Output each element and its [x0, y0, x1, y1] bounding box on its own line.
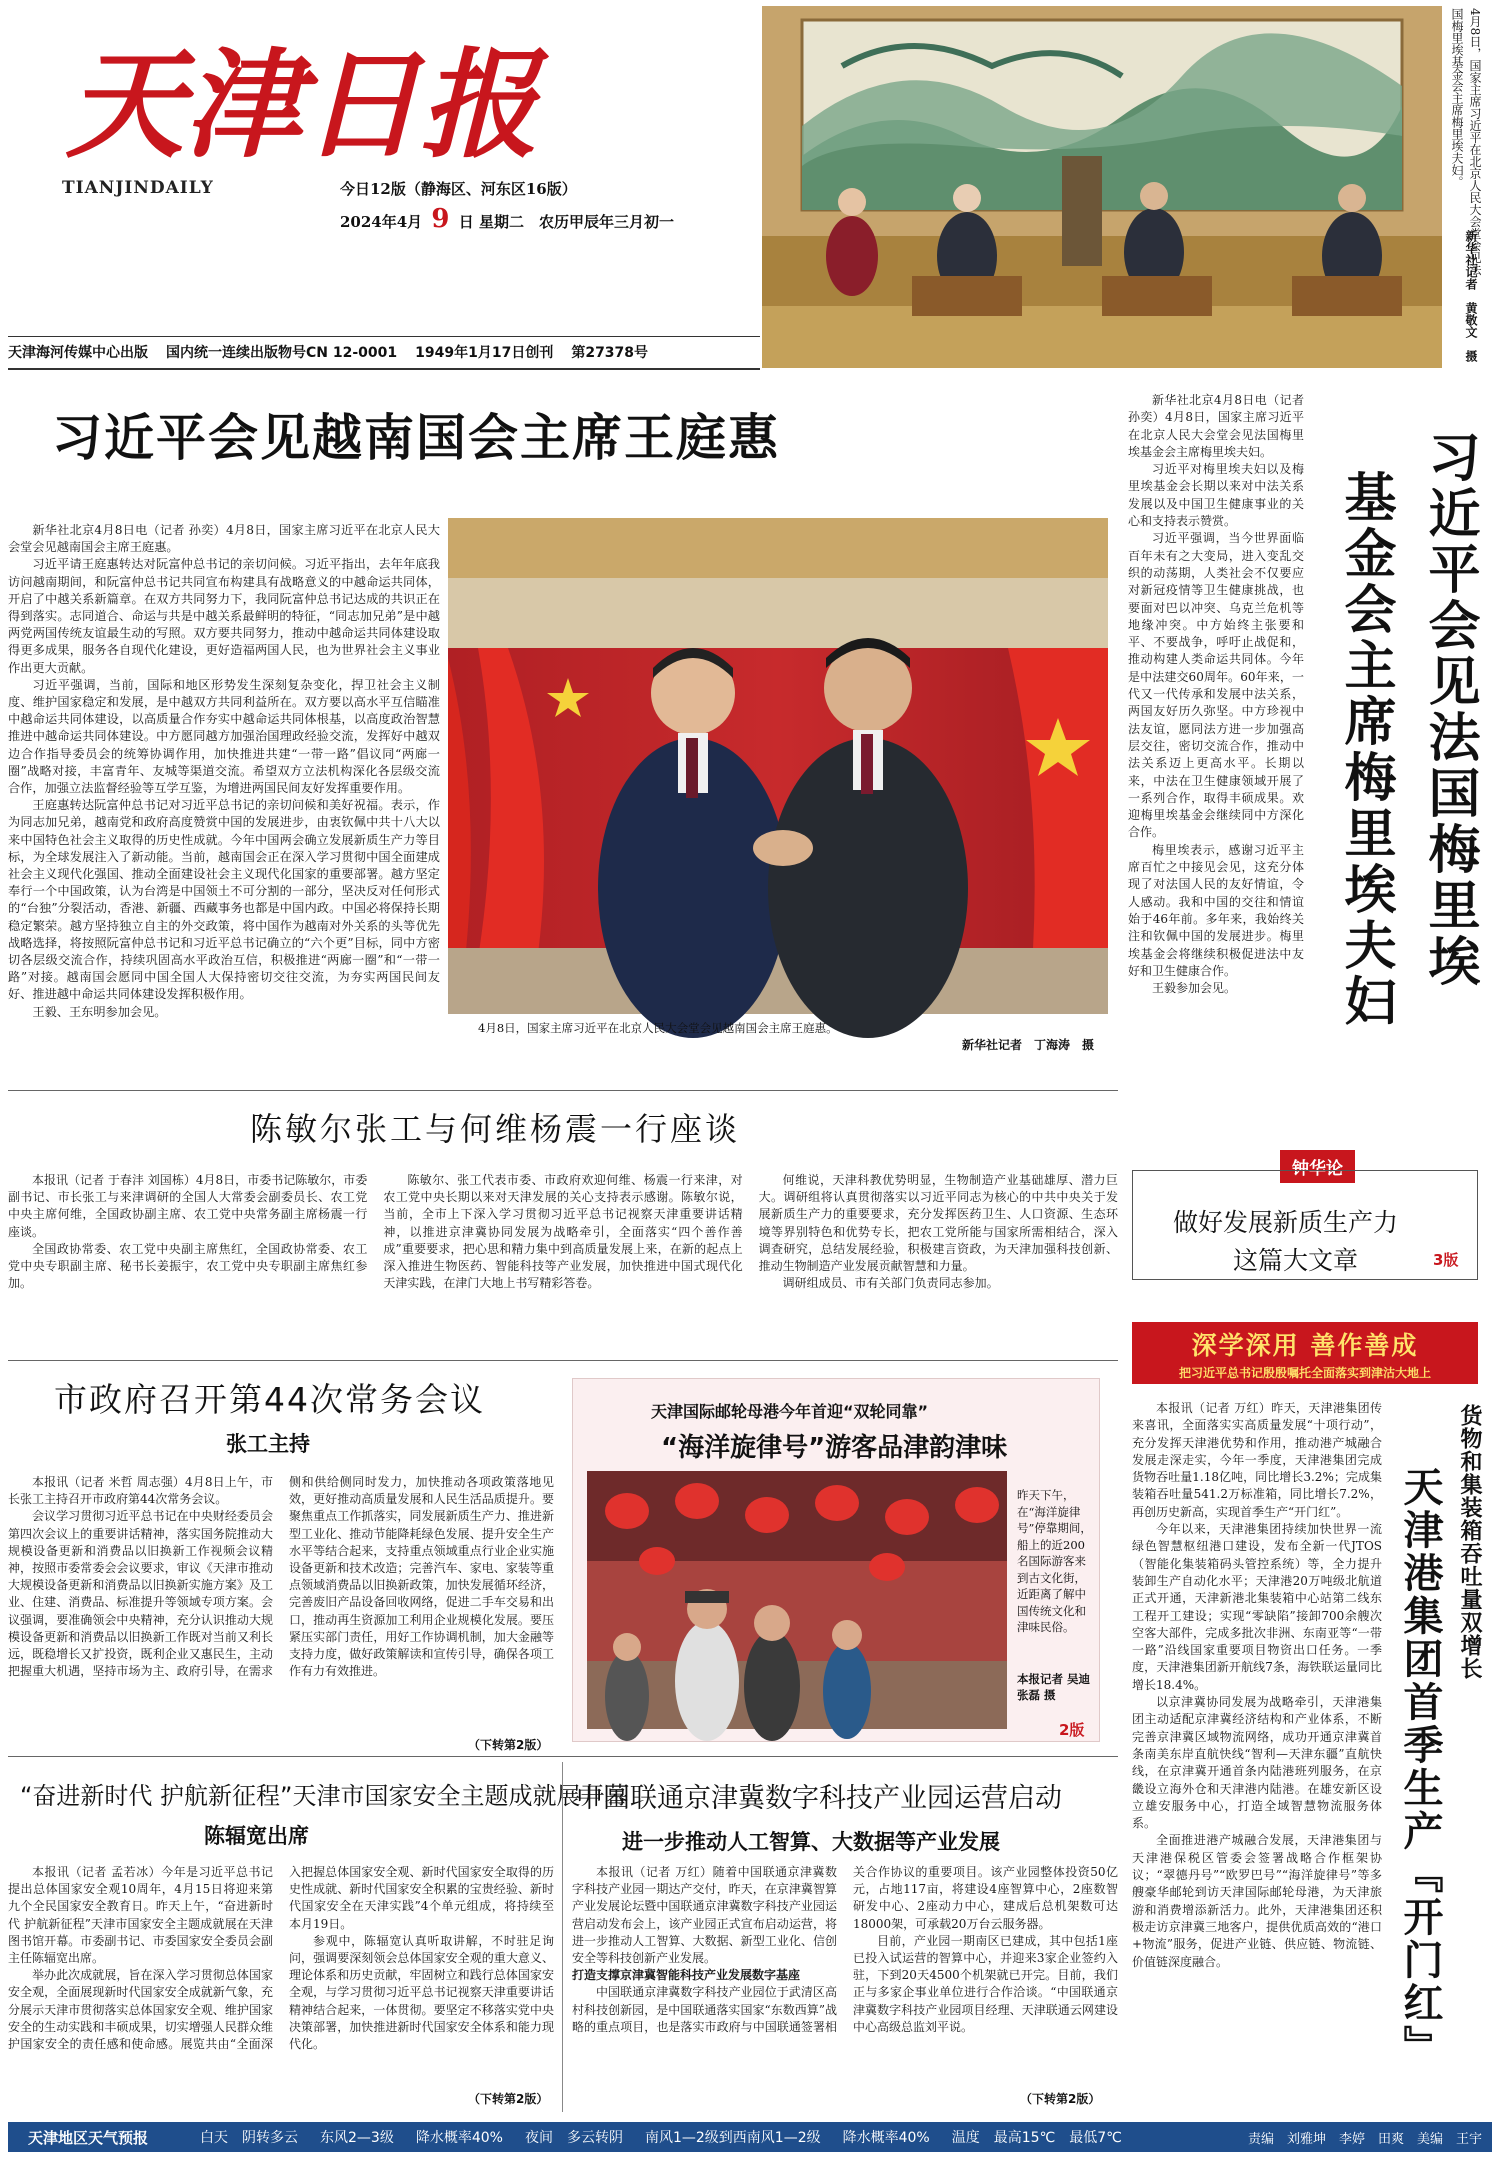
merieux-story-text: [1128, 392, 1304, 1122]
publisher: 天津海河传媒中心出版: [8, 345, 148, 361]
cruise-photo: [587, 1471, 1007, 1729]
merieux-para: 习近平强调，当今世界面临百年未有之大变局，进入变乱交织的动荡期，人类社会不仅要应对新冠疫情等卫生健康挑战，也要面对巴以冲突、乌克兰危机等地缘冲突。中方始终主张要和平、不要战争，呼吁止战促和，推动构建人类命运共同体。今年是中法建交60周年。60年来，一代又一代传承和发展中法关系，两国友好历久弥坚。中方珍视中法友谊，愿同法方进一步加强高层交往，密切交流合作，推动中法关系迈上更高水平。长期以来，中法在卫生健康领域开展了一系列合作，取得丰硕成果。欢迎梅里埃基金会继续同中方深化合作。: [1128, 531, 1304, 840]
merieux-para: 习近平对梅里埃夫妇以及梅里埃基金会长期以来对中法关系发展以及中国卫生健康事业的关心和支持表示赞赏。: [1128, 462, 1304, 529]
rule-unicom-left: [562, 1762, 563, 2112]
security-para: 本报讯（记者 孟若冰）今年是习近平总书记提出总体国家安全观10周年，4月15日将迎来第九个全民国家安全教育日。昨天上午，“奋进新时代 护航新征程”天津市国家安全主题成就展在天津图书馆开幕。市委副书记、市委国家安全委员会副主任陈辐宽出席。: [8, 1865, 273, 1966]
unicom-para: 本报讯（记者 万红）随着中国联通京津冀数字科技产业园一期达产交付，昨天，在京津冀智算产业发展论坛暨中国联通京津冀数字科技产业园运营启动发布会上，该产业园正式宣布启动运营，将进一步推动人工智算、大数据、新型工业化、信创安全等科技创新产业发展。: [572, 1865, 837, 1966]
weather-item: 降水概率40%: [842, 2130, 930, 2146]
weather-label: 天津地区天气预报: [28, 2128, 149, 2147]
port-subheadline: 货物和集装箱吞吐量双增长: [1457, 1404, 1482, 1680]
govt-headline: 市政府召开第44次常务会议: [54, 1380, 485, 1419]
weather-item: 白天 阴转多云: [200, 2130, 299, 2146]
weather-item: 温度 最高15℃ 最低7℃: [951, 2130, 1122, 2146]
lead-story-text: [8, 522, 440, 1054]
lead-para: 习近平强调，当前，国际和地区形势发生深刻复杂变化，捍卫社会主义制度、维护国家稳定和发展，是中越双方共同利益所在。双方要以高水平互信瞄准中越命运共同体建设，以高质量合作夯实中越命运共同体根基，以高度政治智慧推进中越命运共同体建设。中方愿同越方加强治国理政经验交流，发挥好中越双边合作指导委员会的统筹协调作用，加快推进共建“一带一路”倡议同“两廊一圈”战略对接，丰富青年、友城等渠道交流。希望双方立法机构深化各层级交流合作，加强立法监督经验等互学互鉴，为增进两国民间友好发挥重要作用。: [8, 677, 440, 796]
masthead-en-name: TIANJINDAILY: [62, 178, 214, 198]
logo-text: 天津日报: [66, 35, 539, 174]
zhonghua-title-line2: 这篇大文章: [1233, 1246, 1359, 1275]
banner-subtitle: 把习近平总书记殷殷嘱托全面落实到津沽大地上: [1178, 1366, 1431, 1380]
founded: 1949年1月17日创刊: [415, 345, 554, 361]
rule-govt-top: [8, 1360, 1118, 1361]
weather-item: 东风2—3级: [320, 2130, 394, 2146]
chen-story-text: [8, 1172, 1118, 1342]
cruise-pre-headline: 天津国际邮轮母港今年首迎“双轮同靠”: [651, 1402, 929, 1421]
port-story-text: [1132, 1400, 1382, 2100]
weather-item: 南风1—2级到西南风1—2级: [644, 2130, 821, 2146]
zhonghua-tag: 钟华论: [1280, 1150, 1355, 1183]
date-prefix: 2024年4月: [340, 213, 423, 231]
rule-security-top: [8, 1756, 1118, 1757]
unicom-subheadline: 进一步推动人工智算、大数据等产业发展: [622, 1830, 1000, 1854]
govt-continued: （下转第2版）: [468, 1738, 549, 1752]
top-photo-credit-text: 新华社记者 黄敬文 摄: [1464, 230, 1478, 362]
handshake-illustration: [448, 518, 1108, 1014]
zhonghua-title-line1: 做好发展新质生产力: [1173, 1208, 1399, 1237]
port-para: 今年以来，天津港集团持续加快世界一流绿色智慧枢纽港口建设，发布全新一代JTOS（智能化集装箱码头管控系统）等，全力提升装卸生产自动化水平；天津港20万吨级北航道正式开通，天津新港北集装箱中心站第二线东工程开工建设；实现“零缺陷”接卸700余艘次空客大部件，完成多批次非洲、东南亚等“一带一路”沿线国家重要项目物资出口任务。一季度，天津港集团新开航线7条，海铁联运量同比增长18.4%。: [1132, 1522, 1382, 1692]
security-headline: “奋进新时代 护航新征程”天津市国家安全主题成就展开幕: [20, 1782, 629, 1810]
security-para: 参观中，陈辐宽认真听取讲解，不时驻足询问，强调要深刻领会总体国家安全观的重大意义、理论体系和历史贡献，牢固树立和践行总体国家安全观，与学习贯彻习近平总书记视察天津重要讲话精神结合起来，一体贯彻。要坚定不移落实党中央决策部署，加快推进新时代国家安全体系和能力现代化。: [289, 1933, 554, 2052]
govt-para: 本报讯（记者 米哲 周志强）4月8日上午，市长张工主持召开市政府第44次常务会议。: [8, 1475, 273, 1507]
lead-para: 王庭惠转达阮富仲总书记对习近平总书记的亲切问候和美好祝福。表示，作为同志加兄弟，越南党和政府高度赞赏中国的发展进步，由衷钦佩中共十八大以来中国特色社会主义取得的历史性成就。今年中国两会确立发展新质生产力等目标，为全球发展注入了新动能。当前，越南国会正在深入学习贯彻中国全面建成社会主义现代化强国、推动全面建设社会主义现代化国家的重要部署。越方坚定奉行一个中国政策，认为台湾是中国领土不可分割的一部分，坚决反对任何形式的“台独”分裂活动，香港、新疆、西藏事务也都是中国内政。中国必将保持长期稳定繁荣。越方坚持独立自主的外交政策，将中国作为越南对外关系的头等优先战略选择，将按照阮富仲总书记和习近平总书记确立的“六个更”目标，同中方密切各层级交流合作，持续巩固高水平政治互信，积极推进“两廊一圈”和“一带一路”对接。越南国会愿同中国全国人大保持密切交往交流，为夯实两国民间友好、推进越中命运共同体建设发挥积极作用。: [8, 798, 440, 1002]
weather-item: 降水概率40%: [415, 2130, 503, 2146]
masthead-rule-bottom: [8, 368, 760, 370]
masthead-date: [340, 204, 674, 234]
govt-story-text: [8, 1474, 554, 1738]
lead-para: 王毅、王东明参加会见。: [32, 1004, 167, 1019]
masthead-logo: [62, 28, 539, 174]
date-day: 9: [431, 204, 450, 234]
chen-para: 陈敏尔、张工代表市委、市政府欢迎何维、杨震一行来津，对农工党中央长期以来对天津发展的关心支持表示感谢。陈敏尔说，当前，全市上下深入学习贯彻习近平总书记视察天津重要讲话精神，以推进京津冀协同发展为战略牵引，全面落实“四个善作善成”重要要求，把心思和精力集中到高质量发展上来，在新的起点上深入推进生物医药、智能科技等产业发展，加快推进中国式现代化天津实践，在津门大地上书写精彩答卷。: [383, 1173, 743, 1291]
port-para: 本报讯（记者 万红）昨天，天津港集团传来喜讯，全面落实实高质量发展“十项行动”，充分发挥天津港优势和作用，推动港产城融合发展走深走实，今年一季度，天津港集团完成货物吞吐量1.18亿吨，同比增长3.2%；完成集装箱吞吐量541.2万标准箱，同比增长7.2%，再创历史新高，实现首季生产“开门红”。: [1132, 1401, 1382, 1519]
top-photo: [762, 6, 1442, 368]
lead-photo-credit: 新华社记者 丁海涛 摄: [962, 1038, 1095, 1052]
issn: 国内统一连续出版物号CN 12-0001: [166, 345, 398, 361]
meeting-room-illustration: [762, 6, 1442, 368]
unicom-headline: 中国联通京津冀数字科技产业园运营启动: [576, 1783, 1062, 1814]
issue-number: 第27378号: [571, 345, 649, 361]
merieux-para: 新华社北京4月8日电（记者 孙奕）4月8日，国家主席习近平在北京人民大会堂会见法国梅里埃基金会主席梅里埃夫妇。: [1128, 393, 1304, 459]
merieux-headline-col2: 基金会主席梅里埃夫妇: [1335, 470, 1395, 1030]
unicom-subhead: 打造支撑京津冀智能科技产业发展数字基座: [572, 1968, 801, 1983]
zhonghua-box[interactable]: [1132, 1170, 1478, 1280]
port-headline: 天津港集团首季生产『开门红』: [1397, 1466, 1443, 2068]
unicom-continued: （下转第2版）: [1020, 2092, 1101, 2106]
port-para: 全面推进港产城融合发展，天津港集团与天津港保税区管委会签署战略合作框架协议；“翠德丹号”“欧罗巴号”“海洋旋律号”等多艘豪华邮轮到访天津国际邮轮母港，为天津旅游和消费增添新活力。此外，天津港集团还积极走访京津冀三地客户，提供优质高效的“港口+物流”服务，促进产业链、供应链、物流链、价值链深度融合。: [1132, 1833, 1382, 1969]
rule-chen-top: [8, 1090, 1118, 1091]
lead-photo-caption: 4月8日，国家主席习近平在北京人民大会堂会见越南国会主席王庭惠。: [478, 1021, 838, 1035]
chen-para: 本报讯（记者 于春沣 刘国栋）4月8日，市委书记陈敏尔，市委副书记、市长张工与来津调研的全国人大常委会副委员长、农工党中央主席何维，全国政协副主席、农工党中央常务副主席杨震一行座谈。: [8, 1173, 368, 1239]
cruise-headline: “海洋旋律号”游客品津韵津味: [661, 1433, 1008, 1463]
merieux-headline-col1: 习近平会见法国梅里埃: [1419, 430, 1479, 990]
cruise-page: 2版: [1059, 1721, 1085, 1739]
masthead-info-bar: [8, 342, 760, 366]
campaign-banner: [1132, 1322, 1478, 1384]
top-photo-credit: [1462, 230, 1482, 370]
banner-title: 深学深用 善作善成: [1191, 1331, 1419, 1360]
unicom-para: 中国联通京津冀数字科技产业园位于武清区高村科技创新园，是中国联通落实国家“东数西算”战略的重点项目，也是落实市政府与中国联通签署相关合作协议的重要项目。该产业园整体投资50亿元，占地117亩，将建设4座智算中心，2座数智研发中心、2座动力中心，建成后总机架数可达18000架，可承载20万台云服务器。: [572, 1865, 1118, 2034]
security-continued: （下转第2版）: [468, 2092, 549, 2106]
footer-editors: 责编 刘雅坤 李婷 田爽 美编 王宇: [1240, 2128, 1482, 2147]
merieux-para: 梅里埃表示，感谢习近平主席百忙之中接见会见，这充分体现了对法国人民的友好情谊，令人感动。我和中国的交往和情谊始于46年前。多年来，我始终关注和钦佩中国的发展进步。梅里埃基金会将继续积极促进法中友好和卫生健康合作。: [1128, 842, 1304, 978]
security-para: 举办此次成就展，旨在深入学习贯彻总体国家安全观，全面展现新时代国家安全成就新气象，充分展示天津市贯彻落实总体国家安全观、维护国家安全的生动实践和丰硕成果，切实增强人民群众维护国家安全的责任感和使命感。展览共由“全面深入把握总体国家安全观、新时代国家安全取得的历史性成就、新时代国家安全积累的宝贵经验、新时代国家安全在天津实践”4个单元组成，将持续至本月19日。: [8, 1865, 554, 2052]
lead-photo: [448, 518, 1108, 1014]
weather-item: 夜间 多云转阴: [524, 2130, 623, 2146]
lead-headline: 习近平会见越南国会主席王庭惠: [52, 409, 780, 467]
govt-para: 会议学习贯彻习近平总书记在中央财经委员会第四次会议上的重要讲话精神，落实国务院推动大规模设备更新和消费品以旧换新工作视频会议精神，按照市委常委会会议要求，审议《天津市推动大规模设备更新和消费品以旧换新实施方案》及工业、住建、消费品、标准提升等领域专项方案。会议强调，要准确领会中央精神，充分认识推动大规模设备更新和消费品以旧换新工作既对当前又利长远，既稳增长又扩投资，既利企业又惠民生，主动把握重大机遇，坚持市场为主、政府引导，在需求侧和供给侧同时发力，加快推动各项政策落地见效，更好推动高质量发展和人民生活品质提升。要聚焦重点工作抓落实，同发展新质生产力、推进新型工业化、推动节能降耗绿色发展、提升安全生产水平等结合起来，支持重点领域重点行业企业实施设备更新和技术改造；完善汽车、家电、家装等重点领域消费品以旧换新政策，加快发展循环经济，完善废旧产品设备回收网络，促进二手车交易和出口，推动再生资源加工利用企业规模化发展。要压紧压实部门责任，用好工作协调机制，加大金融等支持力度，做好政策解读和宣传引导，确保各项工作有力有效推进。: [8, 1475, 554, 1679]
chen-para: 全国政协常委、农工党中央副主席焦红，全国政协常委、农工党中央专职副主席、秘书长姜振宇，农工党中央专职副主席焦红参加。: [8, 1241, 368, 1291]
chen-para: 何维说，天津科教优势明显，生物制造产业基础雄厚、潜力巨大。调研组将认真贯彻落实以习近平同志为核心的中共中央关于发展新质生产力的重要要求，充分发挥医药卫生、人口资源、生态环境等界别特色和优势专长，把农工党所能与国家所需相结合，深入调查研究，总结发展经验，积极建言资政，为天津加强科技创新、推动生物制造产业发展贡献智慧和力量。: [758, 1173, 1118, 1274]
masthead-edition: 今日12版（静海区、河东区16版）: [340, 180, 577, 198]
masthead-rule-top: [8, 336, 760, 337]
cruise-box: [572, 1378, 1100, 1742]
govt-subheadline: 张工主持: [226, 1432, 310, 1456]
security-subheadline: 陈辐宽出席: [204, 1824, 309, 1848]
zhonghua-page: 3版: [1433, 1251, 1459, 1269]
lead-para: 新华社北京4月8日电（记者 孙奕）4月8日，国家主席习近平在北京人民大会堂会见越南国会主席王庭惠。: [8, 523, 440, 555]
cruise-caption: 昨天下午，在“海洋旋律号”停靠期间，船上的近200名国际游客来到古文化街，近距离了解中国传统文化和津味民俗。: [1017, 1488, 1092, 1634]
top-photo-caption-text: 4月8日，国家主席习近平在北京人民大会堂会见法国梅里埃基金会主席梅里埃夫妇。: [1450, 8, 1482, 276]
security-story-text: [8, 1864, 554, 2084]
cruise-credit: 本报记者 吴迪 张磊 摄: [1017, 1672, 1091, 1702]
chen-para: 调研组成员、市有关部门负责同志参加。: [782, 1276, 999, 1291]
port-para: 以京津冀协同发展为战略牵引，天津港集团主动适配京津冀经济结构和产业体系，不断完善京津冀区域物流网络，成功开通京津冀首条南美东岸直航快线“智利—天津东疆”直航快线，在京津冀开通首条内陆港班列服务，在京畿设立海外仓和天津港内陆港。在雄安新区设立雄安服务中心，打造全域智慧物流服务体系。: [1132, 1695, 1382, 1831]
lead-para: 习近平请王庭惠转达对阮富仲总书记的亲切问候。习近平指出，去年年底我访问越南期间，和阮富仲总书记共同宣布构建具有战略意义的中越命运共同体，开启了中越关系新篇章。在双方共同努力下，我同阮富仲总书记达成的共识正在得到落实。志同道合、命运与共是中越关系最鲜明的特征，“同志加兄弟”是中越两党两国传统友谊最生动的写照。双方要共同努力，推动中越命运共同体建设取得更多成果，服务各自现代化建设，更好造福两国人民，也为世界社会主义事业作出更大贡献。: [8, 557, 440, 675]
tourists-street-illustration: [587, 1471, 1007, 1729]
unicom-story-text: [572, 1864, 1118, 2084]
merieux-para: 王毅参加会见。: [1152, 981, 1237, 996]
unicom-para: 目前，产业园一期南区已建成，其中包括1座已投入试运营的智算中心，并迎来3家企业签约入驻，下到20天4500个机架就已开完。目前，我们正与多家企事业单位进行合作洽谈。“中国联通京津冀数字科技产业园项目经理、天津联通云网建设中心高级总监刘平说。: [853, 1933, 1118, 2034]
date-suffix: 日 星期二 农历甲辰年三月初一: [458, 213, 674, 231]
chen-headline: 陈敏尔张工与何维杨震一行座谈: [250, 1110, 741, 1148]
logo-calligraphy: [62, 28, 539, 174]
